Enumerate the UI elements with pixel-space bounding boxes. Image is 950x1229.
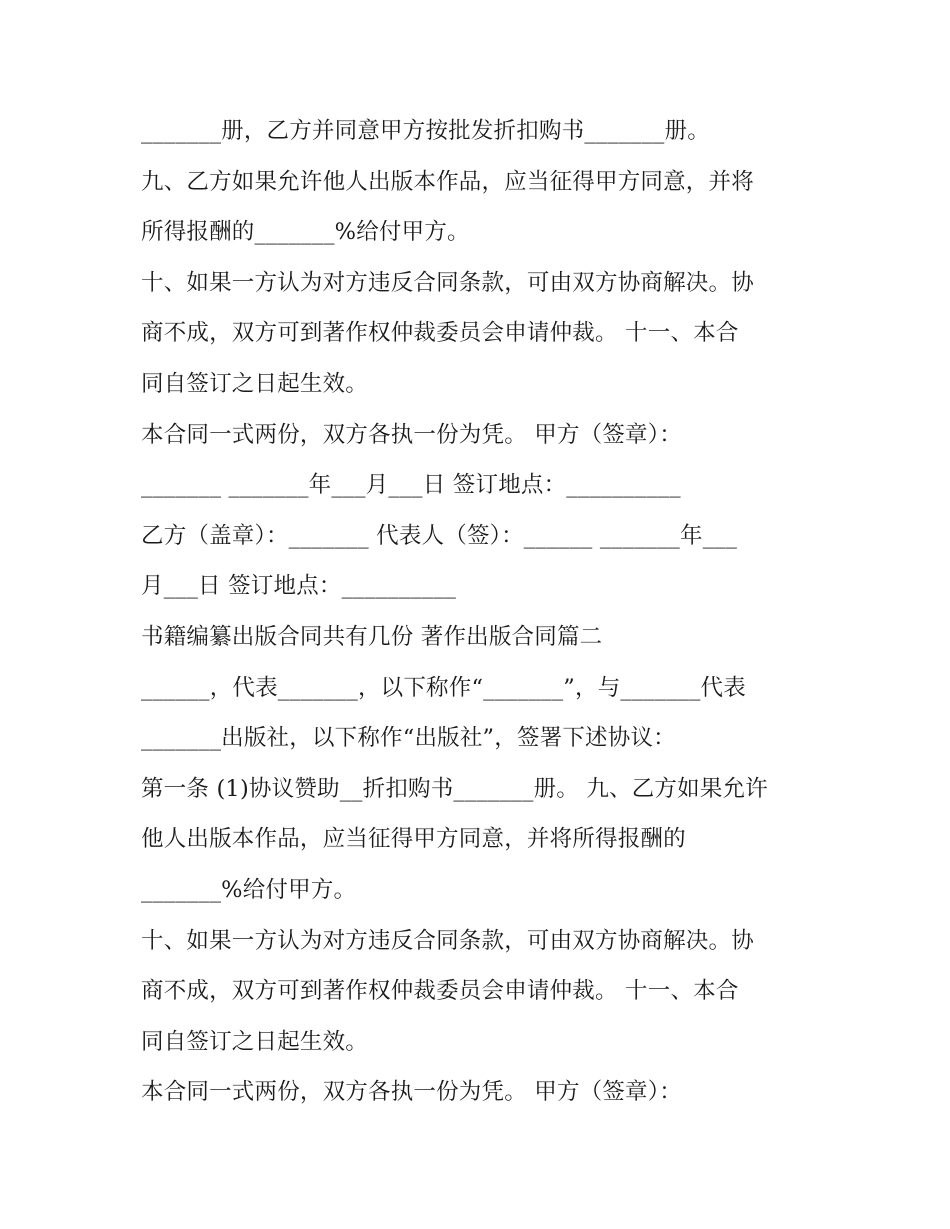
text-line: 商不成，双方可到著作权仲裁委员会申请仲裁。 十一、本合	[141, 978, 739, 1005]
text-line: 同自签订之日起生效。	[141, 1028, 369, 1055]
text-line: _______%给付甲方。	[141, 876, 357, 903]
text-line: 本合同一式两份，双方各执一份为凭。 甲方（签章）：	[141, 421, 682, 448]
text-line: _______出版社，以下称作“出版社”，签署下述协议：	[141, 725, 676, 752]
text-line: 他人出版本作品，应当征得甲方同意，并将所得报酬的	[141, 826, 686, 853]
text-line: 乙方（盖章）：_______ 代表人（签）：______ _______年___	[141, 522, 738, 549]
text-line: _______ _______年___月___日 签订地点：__________	[141, 472, 681, 499]
text-line: 九、乙方如果允许他人出版本作品，应当征得甲方同意，并将	[141, 168, 754, 195]
section-heading: 书籍编纂出版合同共有几份 著作出版合同篇二	[141, 623, 603, 650]
text-line: 同自签订之日起生效。	[141, 370, 369, 397]
text-line: _______册，乙方并同意甲方按批发折扣购书_______册。	[141, 118, 710, 144]
document-body	[141, 106, 821, 1118]
text-line: 十、如果一方认为对方违反合同条款，可由双方协商解决。协	[141, 269, 754, 296]
text-line: ______，代表_______，以下称作“_______”，与_______代表	[141, 674, 746, 701]
text-line: 本合同一式两份，双方各执一份为凭。 甲方（签章）：	[141, 1079, 682, 1106]
text-line: 月___日 签订地点：__________	[141, 573, 457, 600]
text-line: 商不成，双方可到著作权仲裁委员会申请仲裁。 十一、本合	[141, 320, 739, 347]
text-line: 十、如果一方认为对方违反合同条款，可由双方协商解决。协	[141, 927, 754, 954]
text-line: 第一条 (1)协议赞助__折扣购书_______册。 九、乙方如果允许	[141, 775, 768, 802]
text-line: 所得报酬的_______%给付甲方。	[141, 219, 470, 246]
